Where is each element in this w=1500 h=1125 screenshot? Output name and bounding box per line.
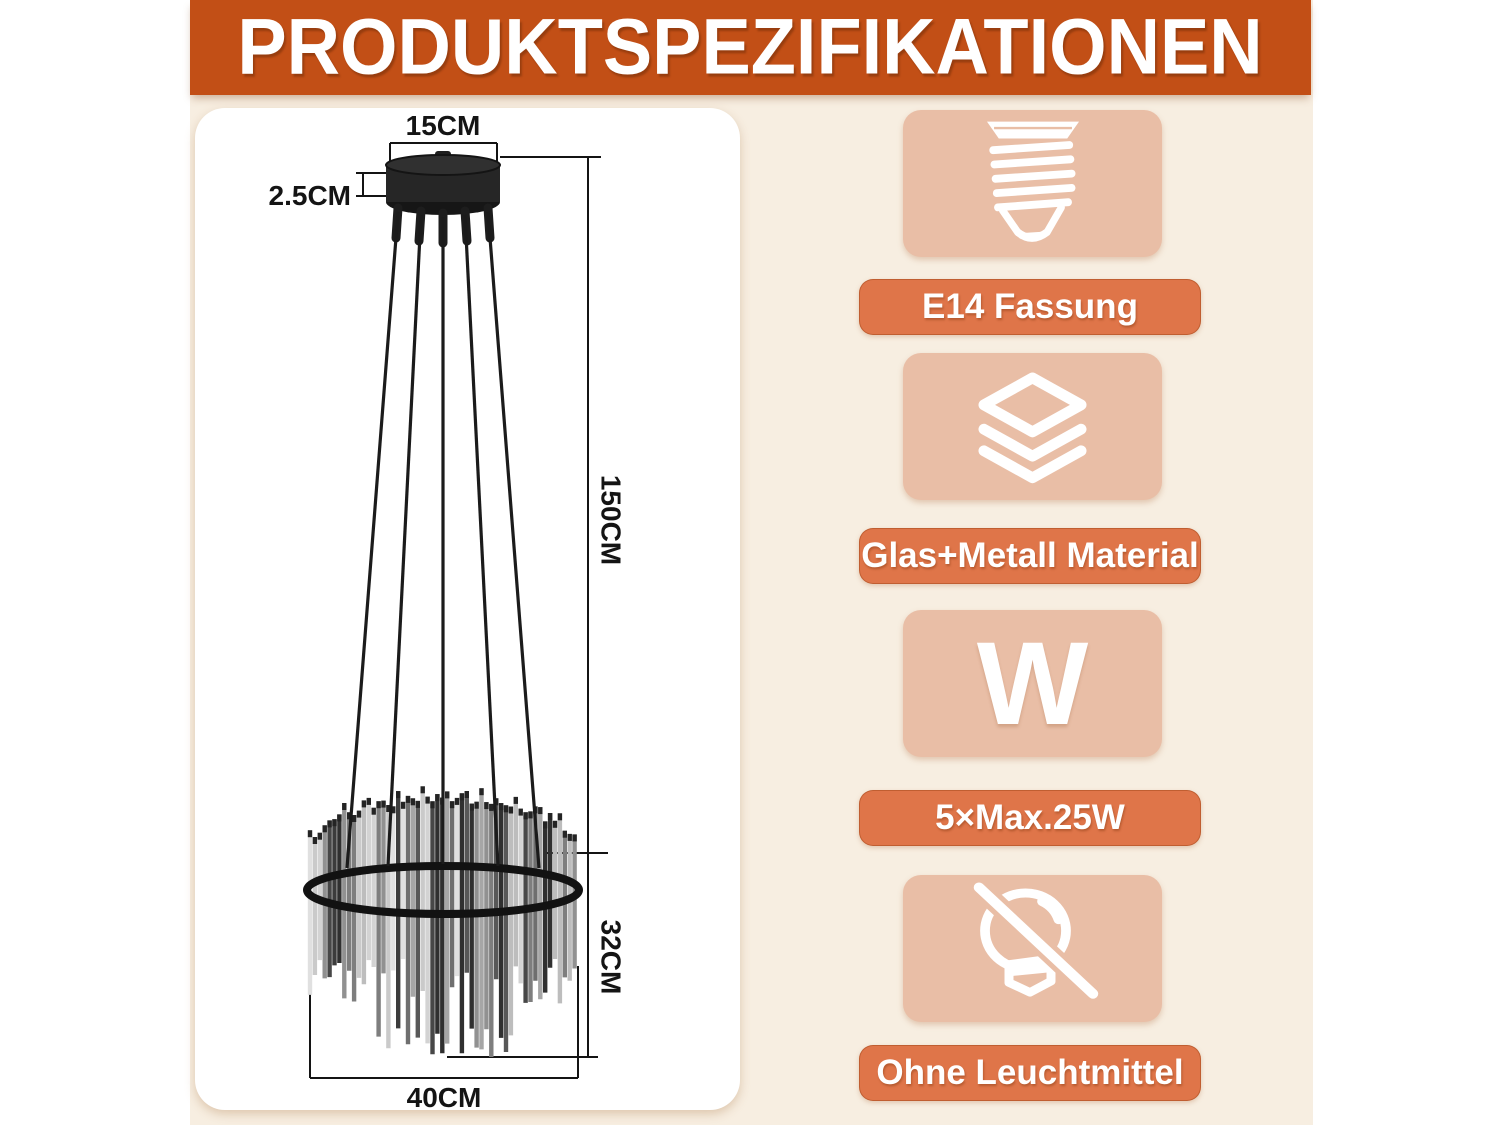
feature-label-socket-text: E14 Fassung: [922, 287, 1138, 326]
layers-icon: [965, 359, 1100, 494]
feature-card-bulb: [903, 875, 1162, 1022]
dim-body-height-label: 32CM: [595, 919, 627, 995]
page-title: PRODUKTSPEZIFIKATIONEN: [237, 3, 1264, 91]
dimension-diagram: [195, 108, 740, 1110]
no-bulb-icon: [958, 879, 1108, 1019]
feature-label-material: [859, 528, 1201, 584]
feature-label-wattage: [859, 790, 1201, 846]
dim-canopy-width-label: 15CM: [405, 110, 481, 141]
feature-card-material: [903, 353, 1162, 500]
feature-card-socket: [903, 110, 1162, 257]
banner: [190, 0, 1311, 95]
diagram-panel: [195, 108, 740, 1110]
feature-label-bulb-text: Ohne Leuchtmittel: [876, 1053, 1184, 1092]
feature-label-bulb: [859, 1045, 1201, 1101]
dim-body-width-label: 40CM: [406, 1082, 482, 1110]
feature-label-socket: [859, 279, 1201, 335]
dim-canopy-height-label: 2.5CM: [268, 180, 351, 211]
feature-card-wattage: [903, 610, 1162, 757]
suspension-cords: [347, 212, 539, 868]
ceiling-canopy: [386, 151, 500, 215]
e14-socket-icon: [974, 119, 1092, 249]
watt-icon: W: [976, 617, 1089, 750]
feature-label-wattage-text: 5×Max.25W: [935, 798, 1125, 837]
feature-label-material-text: Glas+Metall Material: [861, 536, 1199, 575]
dim-drop-length-label: 150CM: [595, 474, 627, 566]
